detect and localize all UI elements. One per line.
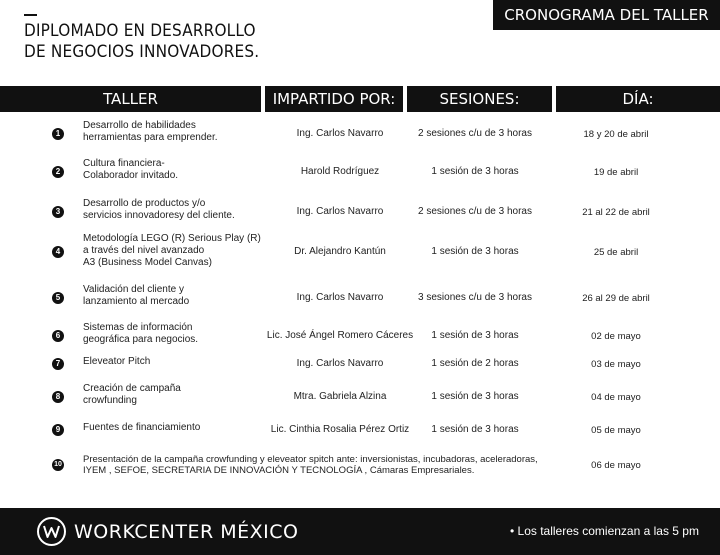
row-number-badge: 9	[52, 424, 64, 436]
row-topic-line: servicios innovadoresy del cliente.	[83, 210, 235, 221]
table-row	[0, 158, 720, 186]
footer-brand: WORKCENTER MÉXICO	[74, 521, 299, 543]
row-topic-line: Sistemas de información	[83, 322, 193, 333]
row-topic-line: Desarrollo de productos y/o	[83, 198, 206, 209]
row-speaker: Lic. Cinthia Rosalia Pérez Ortiz	[270, 424, 410, 435]
row-topic-line: Validación del cliente y	[83, 284, 184, 295]
title-line-2: DE NEGOCIOS INNOVADORES.	[24, 42, 260, 62]
row-number-badge: 5	[52, 292, 64, 304]
table-row	[0, 356, 720, 372]
row-number-badge: 1	[52, 128, 64, 140]
table-row	[0, 422, 720, 438]
row-topic	[83, 322, 263, 346]
final-row-line-1: Presentación de la campaña crowfunding y eleveator spitch ante: inversionistas, incubadoras, aceleradoras,	[83, 454, 538, 465]
row-topic-line: Colaborador invitado.	[83, 170, 179, 181]
row-sessions: 2 sesiones c/u de 3 horas	[418, 128, 532, 139]
workcenter-logo-icon	[37, 517, 66, 546]
row-speaker: Harold Rodríguez	[300, 166, 380, 177]
title-line-1: DIPLOMADO EN DESARROLLO	[24, 21, 256, 41]
row-sessions: 1 sesión de 3 horas	[431, 391, 519, 402]
column-header-taller: TALLER	[0, 86, 261, 112]
table-row	[0, 322, 720, 350]
row-topic-line: herramientas para emprender.	[83, 132, 218, 143]
row-speaker: Mtra. Gabriela Alzina	[293, 391, 387, 402]
row-topic-line: Fuentes de financiamiento	[83, 422, 201, 433]
row-topic	[83, 158, 263, 182]
final-row-day: 06 de mayo	[591, 460, 641, 471]
final-row-description	[83, 454, 553, 476]
row-day: 05 de mayo	[591, 425, 641, 436]
row-topic	[83, 120, 263, 144]
row-topic	[83, 422, 263, 434]
row-speaker: Ing. Carlos Navarro	[296, 292, 384, 303]
table-row	[0, 233, 720, 271]
table-row	[0, 198, 720, 226]
row-topic-line: geográfica para negocios.	[83, 334, 199, 345]
row-number-badge: 7	[52, 358, 64, 370]
footer-bar	[0, 508, 720, 555]
row-day: 25 de abril	[593, 247, 639, 258]
row-day: 21 al 22 de abril	[582, 207, 650, 218]
row-topic	[83, 383, 263, 407]
row-number-badge: 4	[52, 246, 64, 258]
row-sessions: 1 sesión de 3 horas	[431, 330, 519, 341]
row-day: 26 al 29 de abril	[582, 293, 650, 304]
row-sessions: 1 sesión de 3 horas	[431, 166, 519, 177]
row-number-badge: 8	[52, 391, 64, 403]
row-topic	[83, 198, 263, 222]
row-topic-line: Creación de campaña	[83, 383, 181, 394]
row-number-badge: 6	[52, 330, 64, 342]
row-day: 19 de abril	[593, 167, 639, 178]
row-topic-line: Eleveator Pitch	[83, 356, 151, 367]
row-topic-line: Cultura financiera-	[83, 158, 165, 169]
row-topic-line: Metodología LEGO (R) Serious Play (R)	[83, 233, 261, 244]
final-row-line-2: IYEM , SEFOE, SECRETARIA DE INNOVACIÓN Y TECNOLOGÍA , Cámaras Empresariales.	[83, 465, 475, 476]
page-title	[24, 21, 259, 63]
column-header-impartido: IMPARTIDO POR:	[265, 86, 403, 112]
row-sessions: 2 sesiones c/u de 3 horas	[418, 206, 532, 217]
row-number-badge: 2	[52, 166, 64, 178]
table-row	[0, 120, 720, 148]
row-day: 04 de mayo	[591, 392, 641, 403]
row-speaker: Ing. Carlos Navarro	[296, 358, 384, 369]
row-day: 18 y 20 de abril	[583, 129, 649, 140]
row-sessions: 3 sesiones c/u de 3 horas	[418, 292, 532, 303]
table-row-final	[0, 454, 720, 484]
footer-note: • Los talleres comienzan a las 5 pm	[510, 524, 699, 538]
row-sessions: 1 sesión de 3 horas	[431, 424, 519, 435]
row-speaker: Dr. Alejandro Kantún	[294, 246, 386, 257]
row-speaker: Lic. José Ángel Romero Cáceres	[266, 330, 414, 341]
row-topic-line: a través del nivel avanzado	[83, 245, 205, 256]
row-speaker: Ing. Carlos Navarro	[296, 206, 384, 217]
row-day: 02 de mayo	[591, 331, 641, 342]
row-day: 03 de mayo	[591, 359, 641, 370]
row-speaker: Ing. Carlos Navarro	[296, 128, 384, 139]
table-row	[0, 383, 720, 411]
table-row	[0, 284, 720, 312]
column-header-dia: DÍA:	[556, 86, 720, 112]
row-topic	[83, 233, 263, 269]
row-topic-line: A3 (Business Model Canvas)	[83, 257, 212, 268]
row-topic-line: Desarrollo de habilidades	[83, 120, 196, 131]
row-sessions: 1 sesión de 2 horas	[431, 358, 519, 369]
schedule-banner: CRONOGRAMA DEL TALLER	[493, 0, 720, 30]
row-number-badge: 10	[52, 459, 64, 471]
title-accent-line	[24, 14, 37, 16]
row-topic	[83, 356, 263, 368]
column-header-sesiones: SESIONES:	[407, 86, 552, 112]
row-topic-line: lanzamiento al mercado	[83, 296, 190, 307]
row-sessions: 1 sesión de 3 horas	[431, 246, 519, 257]
row-number-badge: 3	[52, 206, 64, 218]
row-topic-line: crowfunding	[83, 395, 137, 406]
row-topic	[83, 284, 263, 308]
